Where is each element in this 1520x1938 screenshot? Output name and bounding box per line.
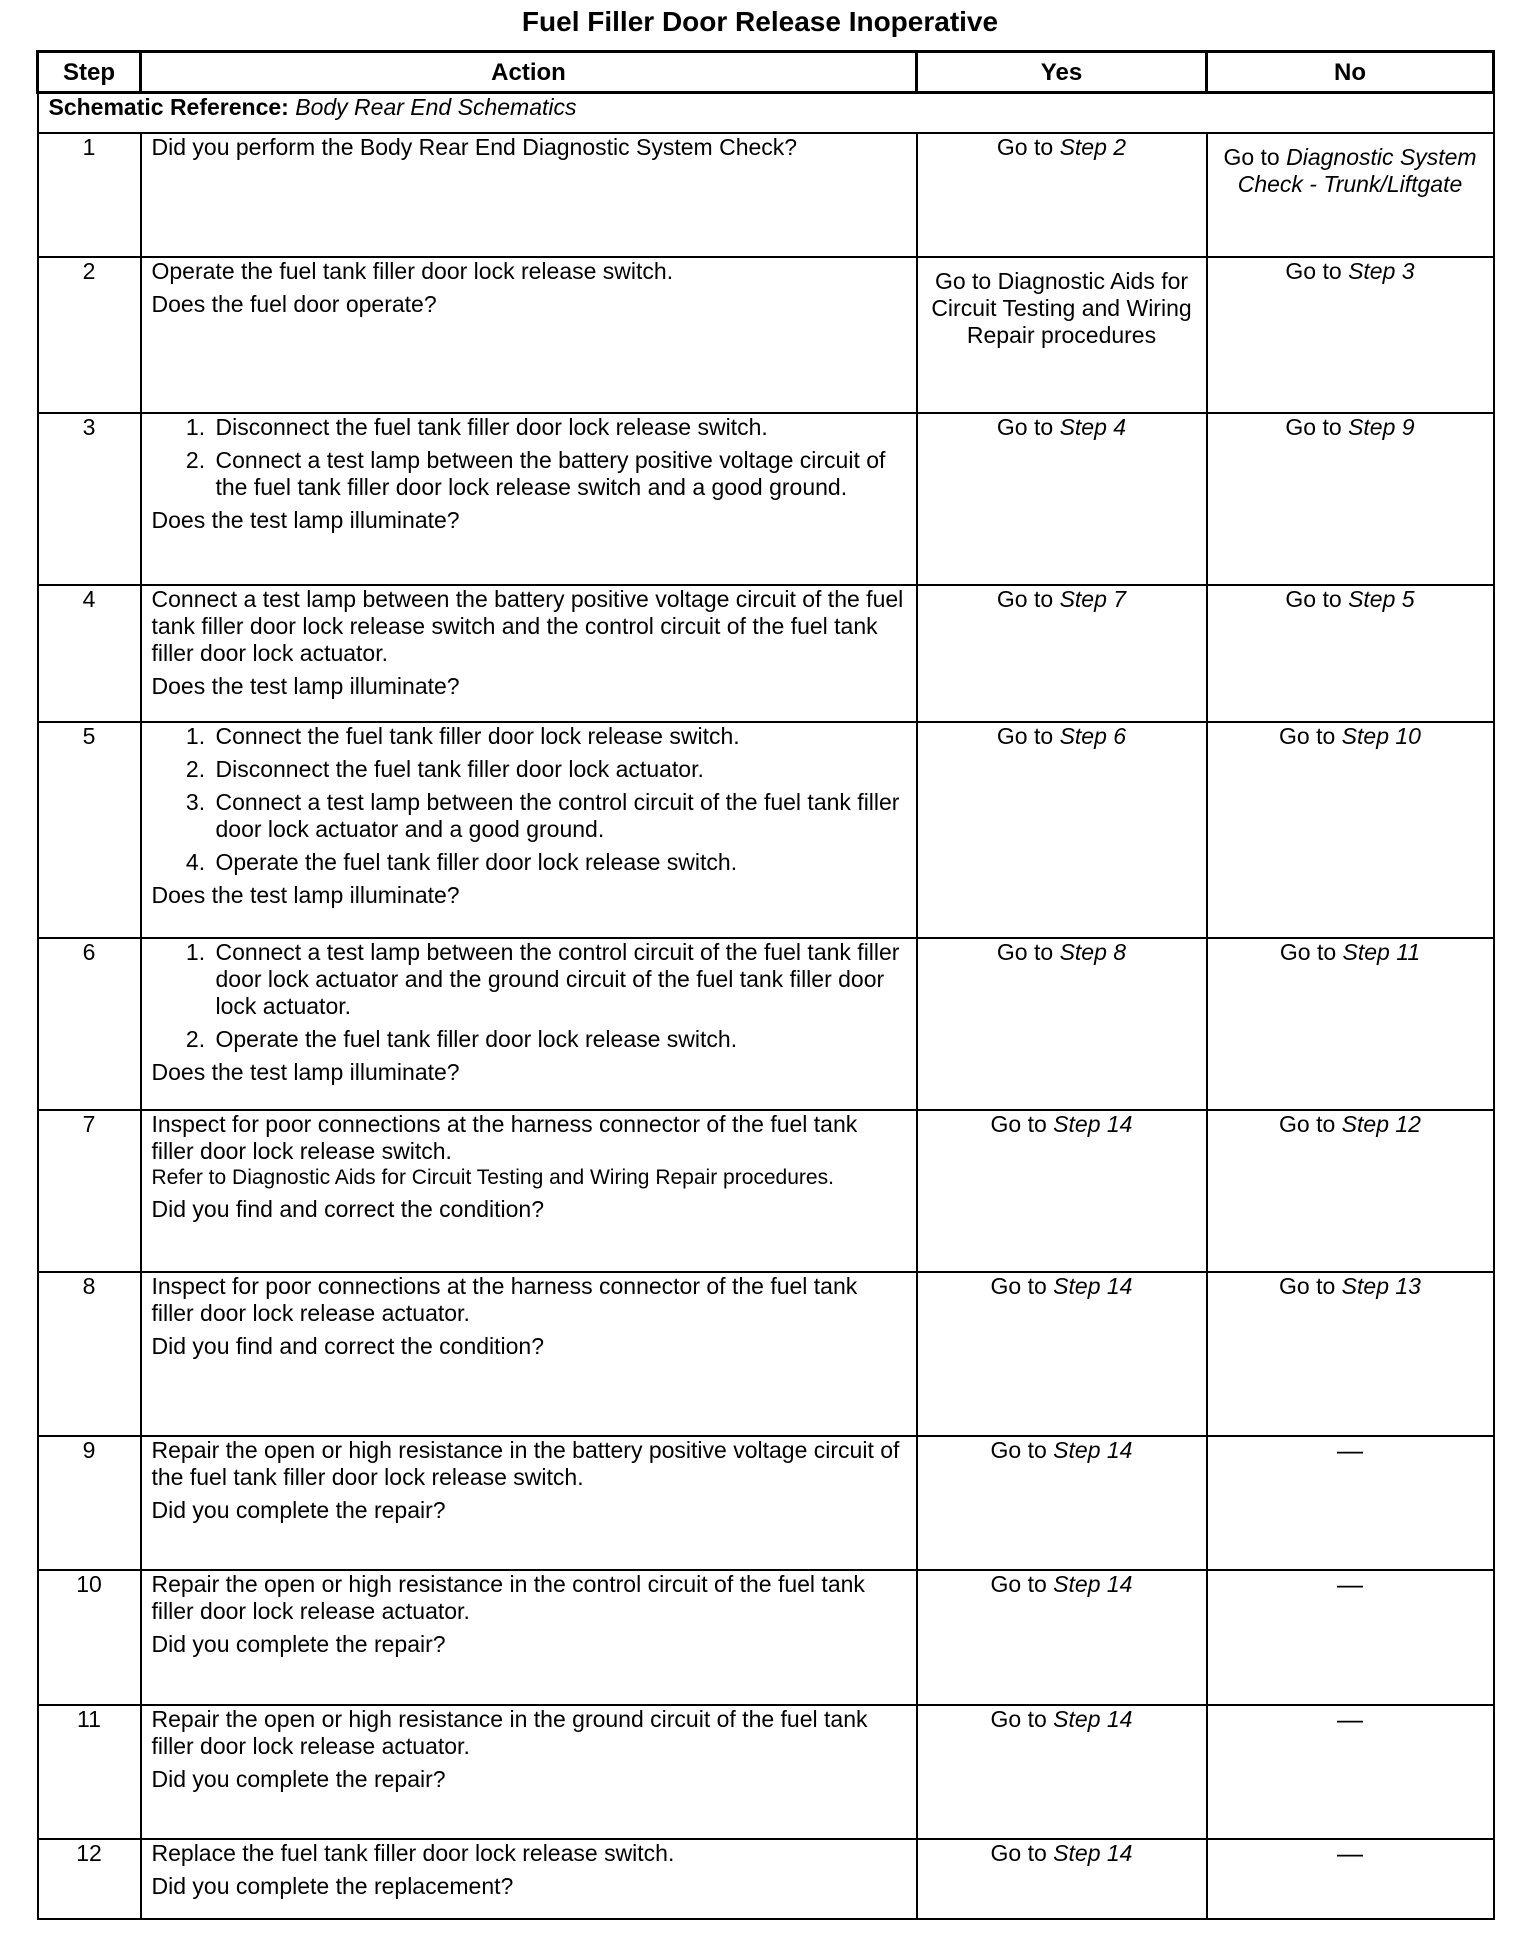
yes-outcome[interactable] [928,1273,1196,1308]
yes-cell [917,1436,1207,1570]
goto-prefix: Go to [996,939,1054,965]
goto-prefix: Go to [990,1706,1047,1732]
action-step-item: 1. Connect a test lamp between the control circuit of the fuel tank filler door lock actuator and the ground circuit of the fuel tank filler door lock actuator. [212,939,906,1020]
outcome-wrap [928,1273,1196,1308]
step-number: 4 [38,585,141,722]
no-outcome-dash: — [1337,1704,1363,1734]
schematic-label: Schematic Reference: [48,94,289,120]
yes-cell [917,1110,1207,1272]
action-cell [141,257,917,413]
outcome-wrap [1218,939,1483,974]
step-number: 7 [38,1110,141,1272]
goto-target-link[interactable]: Step 10 [1341,723,1421,749]
goto-prefix: Go to [1279,1111,1336,1137]
table-row [38,1705,1494,1839]
no-cell [1207,413,1494,585]
action-note: Refer to Diagnostic Aids for Circuit Testing and Wiring Repair procedures. [151,1166,834,1189]
schematic-row [38,93,1494,134]
action-step-item: 3. Connect a test lamp between the control circuit of the fuel tank filler door lock actuator and a good ground. [212,789,906,843]
action-steps [152,723,906,876]
outcome-wrap [928,1571,1196,1606]
outcome-wrap [928,1437,1196,1472]
action-cell [141,722,917,938]
action-step-item: 2. Disconnect the fuel tank filler door lock actuator. [212,756,906,783]
no-cell [1207,257,1494,413]
no-cell [1207,938,1494,1110]
table-row [38,1272,1494,1436]
outcome-dash-wrap [1218,1706,1483,1733]
step-number: 9 [38,1436,141,1570]
goto-prefix: Go to [990,1571,1047,1597]
action-cell [141,938,917,1110]
action-text: Operate the fuel tank filler door lock release switch. [151,258,674,284]
goto-target-link[interactable]: Step 14 [1053,1706,1133,1732]
table-row [38,1839,1494,1919]
action-question: Did you find and correct the condition? [151,1333,545,1359]
page-title: Fuel Filler Door Release Inoperative [521,6,999,37]
no-outcome[interactable] [1218,258,1483,293]
action-step-item: 1. Connect the fuel tank filler door lock release switch. [212,723,906,750]
yes-outcome[interactable] [928,1437,1196,1472]
no-cell [1207,722,1494,938]
goto-prefix: Go to [990,1111,1047,1137]
no-outcome[interactable] [1218,939,1483,974]
outcome-wrap [928,939,1196,974]
outcome-wrap [1218,723,1483,758]
action-question: Did you complete the repair? [151,1631,446,1657]
yes-outcome[interactable] [928,134,1196,169]
goto-target-link[interactable]: Step 7 [1059,586,1127,612]
table-row [38,585,1494,722]
action-text: Repair the open or high resistance in the ground circuit of the fuel tank filler door lock release actuator. [151,1706,868,1759]
action-question: Does the fuel door operate? [151,291,437,317]
action-text: Connect a test lamp between the battery positive voltage circuit of the fuel tank filler door lock release switch and the control circuit of the fuel tank filler door lock actuator. [151,586,904,666]
header-yes: Yes [917,52,1207,93]
action-cell [141,1272,917,1436]
action-cell [141,1110,917,1272]
yes-outcome[interactable] [928,723,1196,758]
outcome-wrap [1218,1111,1483,1146]
goto-prefix: Go to [1285,258,1342,284]
no-cell [1207,1570,1494,1705]
no-outcome[interactable] [1218,414,1483,449]
action-question: Does the test lamp illuminate? [151,1059,460,1085]
outcome-wrap [1218,1273,1483,1308]
no-outcome[interactable] [1218,586,1483,621]
table-row [38,133,1494,257]
goto-prefix: Go to [996,586,1054,612]
no-cell [1207,585,1494,722]
action-cell [141,413,917,585]
goto-target-link[interactable]: Step 6 [1059,723,1127,749]
outcome-wrap [928,1111,1196,1146]
goto-target-link[interactable]: Step 12 [1341,1111,1421,1137]
action-cell [141,585,917,722]
step-number: 12 [38,1839,141,1919]
action-cell [141,1705,917,1839]
step-number: 2 [38,257,141,413]
action-step-item: 2. Operate the fuel tank filler door lock release switch. [212,1026,906,1053]
goto-prefix: Go to [1285,586,1342,612]
table-row [38,1110,1494,1272]
action-step-item: 1. Disconnect the fuel tank filler door lock release switch. [212,414,906,441]
yes-outcome[interactable] [928,586,1196,621]
outcome-wrap [1218,414,1483,449]
action-cell [141,133,917,257]
outcome-wrap [1218,258,1483,293]
action-question: Did you find and correct the condition? [151,1196,545,1222]
outcome-wrap [928,134,1196,169]
yes-cell [917,1839,1207,1919]
no-outcome-dash: — [1337,1838,1363,1868]
action-text: Inspect for poor connections at the harness connector of the fuel tank filler door lock release switch. [151,1111,858,1164]
goto-target-link[interactable]: Step 2 [1059,134,1127,160]
action-text: Inspect for poor connections at the harness connector of the fuel tank filler door lock release actuator. [151,1273,858,1326]
outcome-wrap [928,258,1196,349]
outcome-wrap [928,414,1196,449]
schematic-reference [38,93,1494,134]
yes-outcome[interactable] [928,414,1196,449]
outcome-wrap [1218,134,1483,198]
no-outcome[interactable] [1218,134,1483,198]
goto-prefix: Go to [1279,723,1336,749]
step-number: 8 [38,1272,141,1436]
goto-target-link[interactable]: Step 3 [1348,258,1415,284]
action-text: Did you perform the Body Rear End Diagnostic System Check? [151,134,798,160]
goto-prefix: Go to [996,414,1054,440]
goto-prefix: Go to [1285,414,1342,440]
goto-prefix: Go to [1279,939,1337,965]
yes-cell [917,133,1207,257]
no-cell [1207,1272,1494,1436]
goto-prefix: Go to [1279,1273,1336,1299]
yes-outcome[interactable] [928,1706,1196,1741]
no-outcome-dash: — [1337,1435,1363,1465]
action-question: Did you complete the replacement? [151,1873,514,1899]
action-question: Did you complete the repair? [151,1497,446,1523]
step-number: 1 [38,133,141,257]
no-cell [1207,1436,1494,1570]
step-number: 11 [38,1705,141,1839]
goto-prefix: Go to [996,134,1054,160]
no-cell [1207,1110,1494,1272]
header-no: No [1207,52,1494,93]
goto-target-link[interactable]: Step 14 [1053,1111,1133,1137]
table-row [38,1570,1494,1705]
goto-target-link[interactable]: Step 4 [1059,414,1127,440]
step-number: 5 [38,722,141,938]
no-outcome[interactable] [1218,1273,1483,1308]
yes-outcome[interactable] [928,1571,1196,1606]
step-number: 6 [38,938,141,1110]
outcome-dash-wrap [1218,1840,1483,1867]
outcome-dash-wrap [1218,1571,1483,1598]
goto-prefix: Go to [990,1840,1047,1866]
header-step: Step [38,52,141,93]
action-question: Does the test lamp illuminate? [151,507,460,533]
action-text: Repair the open or high resistance in the battery positive voltage circuit of the fuel tank filler door lock release switch. [151,1437,900,1490]
goto-prefix: Go to [990,1437,1047,1463]
goto-target-link[interactable]: Step 13 [1341,1273,1421,1299]
table-row [38,1436,1494,1570]
yes-cell [917,413,1207,585]
outcome-wrap [928,1840,1196,1875]
no-outcome-dash: — [1337,1569,1363,1599]
table-row [38,938,1494,1110]
header-action: Action [141,52,917,93]
no-outcome[interactable] [1218,1111,1483,1146]
no-outcome[interactable] [1218,723,1483,758]
no-cell [1207,133,1494,257]
goto-target-link[interactable]: Step 14 [1053,1571,1133,1597]
yes-cell [917,257,1207,413]
yes-cell [917,1570,1207,1705]
goto-target-link[interactable]: Step 14 [1053,1437,1133,1463]
outcome-wrap [928,723,1196,758]
goto-prefix: Go to [990,1273,1047,1299]
goto-target-link[interactable]: Step 8 [1059,939,1127,965]
no-cell [1207,1705,1494,1839]
action-question: Does the test lamp illuminate? [151,882,460,908]
diagnostic-table [36,50,1495,1920]
step-number: 3 [38,413,141,585]
header-row [38,52,1494,93]
outcome-wrap [1218,586,1483,621]
table-row [38,722,1494,938]
action-steps [152,939,906,1053]
action-question: Does the test lamp illuminate? [151,673,460,699]
action-text: Repair the open or high resistance in the control circuit of the fuel tank filler door lock release actuator. [151,1571,865,1624]
yes-cell [917,585,1207,722]
action-question: Did you complete the repair? [151,1766,446,1792]
action-text: Replace the fuel tank filler door lock release switch. [151,1840,675,1866]
goto-target-link[interactable]: Step 9 [1348,414,1415,440]
action-cell [141,1839,917,1919]
table-row [38,257,1494,413]
no-cell [1207,1839,1494,1919]
action-cell [141,1570,917,1705]
goto-target-link[interactable]: Step 5 [1348,586,1415,612]
table-row [38,413,1494,585]
goto-target-link[interactable]: Diagnostic System Check - Trunk/Liftgate [1237,144,1477,197]
action-cell [141,1436,917,1570]
step-number: 10 [38,1570,141,1705]
schematic-link[interactable]: Body Rear End Schematics [295,94,577,120]
goto-prefix: Go to [996,723,1054,749]
yes-cell [917,938,1207,1110]
outcome-wrap [928,1706,1196,1741]
yes-outcome: Go to Diagnostic Aids for Circuit Testing and Wiring Repair procedures [931,268,1192,348]
yes-cell [917,1272,1207,1436]
outcome-dash-wrap [1218,1437,1483,1464]
outcome-wrap [928,586,1196,621]
yes-cell [917,722,1207,938]
action-step-item: 2. Connect a test lamp between the battery positive voltage circuit of the fuel tank filler door lock release switch and a good ground. [212,447,906,501]
action-step-item: 4. Operate the fuel tank filler door lock release switch. [212,849,906,876]
yes-cell [917,1705,1207,1839]
action-steps [152,414,906,501]
goto-prefix: Go to [1223,144,1280,170]
yes-outcome[interactable] [928,1111,1196,1146]
goto-target-link[interactable]: Step 11 [1342,939,1421,965]
yes-outcome[interactable] [928,1840,1196,1875]
goto-target-link[interactable]: Step 14 [1053,1840,1133,1866]
goto-target-link[interactable]: Step 14 [1053,1273,1133,1299]
yes-outcome[interactable] [928,939,1196,974]
